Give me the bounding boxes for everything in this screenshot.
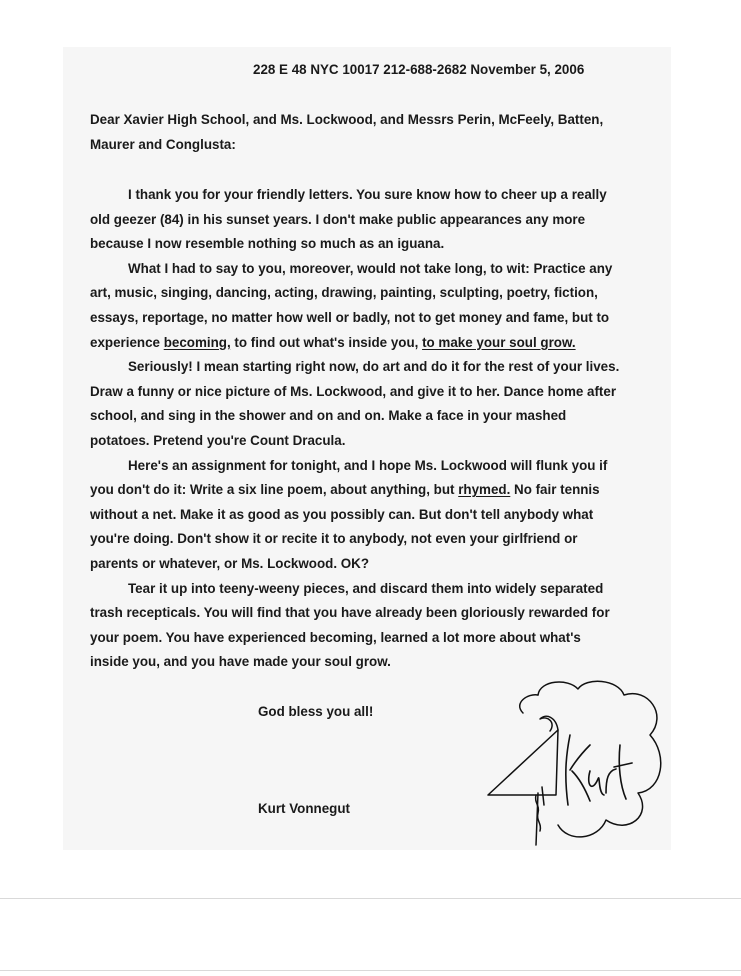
paragraph-2	[90, 257, 620, 355]
footer-divider-top	[0, 898, 741, 899]
signature-scrawl	[478, 675, 663, 850]
footer-divider-bottom	[0, 970, 741, 971]
signoff-name: Kurt Vonnegut	[258, 801, 350, 816]
paragraph-4-text-a: Here's an assignment for tonight, and I hope Ms. Lockwood will flunk you if you don't do it: Write a six line poem, about anything, but	[90, 457, 608, 498]
letter-body	[90, 183, 620, 675]
paragraph-2-text-a: What I had to say to you, moreover, would not take long, to wit: Practice any art, music, singing, dancing, acting, drawing, painting, sculpting, poetry, fiction, essays, reportage, no matter how well or badly, not to get money and fame, but to experience	[90, 260, 613, 350]
blessing: God bless you all!	[258, 704, 374, 719]
paragraph-4-text-b: No fair tennis without a net. Make it as good as you possibly can. But don't tell anybody what you're doing. Don't show it or recite it to anybody, not even your girlfriend or parents or whatever, or Ms. Lockwood. OK?	[90, 482, 600, 571]
paragraph-2-text-b: to find out what's inside you,	[230, 334, 423, 350]
underlined-becoming: becoming,	[163, 334, 231, 350]
letter-page	[63, 47, 671, 850]
letter-header: 228 E 48 NYC 10017 212-688-2682 November 5, 2006	[253, 62, 585, 77]
paragraph-1: I thank you for your friendly letters. You sure know how to cheer up a really old geezer (84) in his sunset years. I don't make public appearances any more because I now resemble nothing so much as an iguana.	[90, 187, 607, 252]
paragraph-3: Seriously! I mean starting right now, do art and do it for the rest of your lives. Draw a funny or nice picture of Ms. Lockwood, and give it to her. Dance home after school, and sing in the shower and on and on. Make a face in your mashed potatoes. Pretend you're Count Dracula.	[90, 359, 620, 448]
underlined-soul-grow: to make your soul grow.	[422, 334, 576, 350]
underlined-rhymed: rhymed.	[458, 482, 511, 498]
salutation: Dear Xavier High School, and Ms. Lockwood, and Messrs Perin, McFeely, Batten, Maurer and Conglusta:	[90, 112, 604, 152]
paragraph-5: Tear it up into teeny-weeny pieces, and discard them into widely separated trash recepticals. You will find that you have already been gloriously rewarded for your poem. You have experienced becoming, learned a lot more about what's inside you, and you have made your soul grow.	[90, 580, 610, 670]
paragraph-4	[90, 454, 620, 577]
